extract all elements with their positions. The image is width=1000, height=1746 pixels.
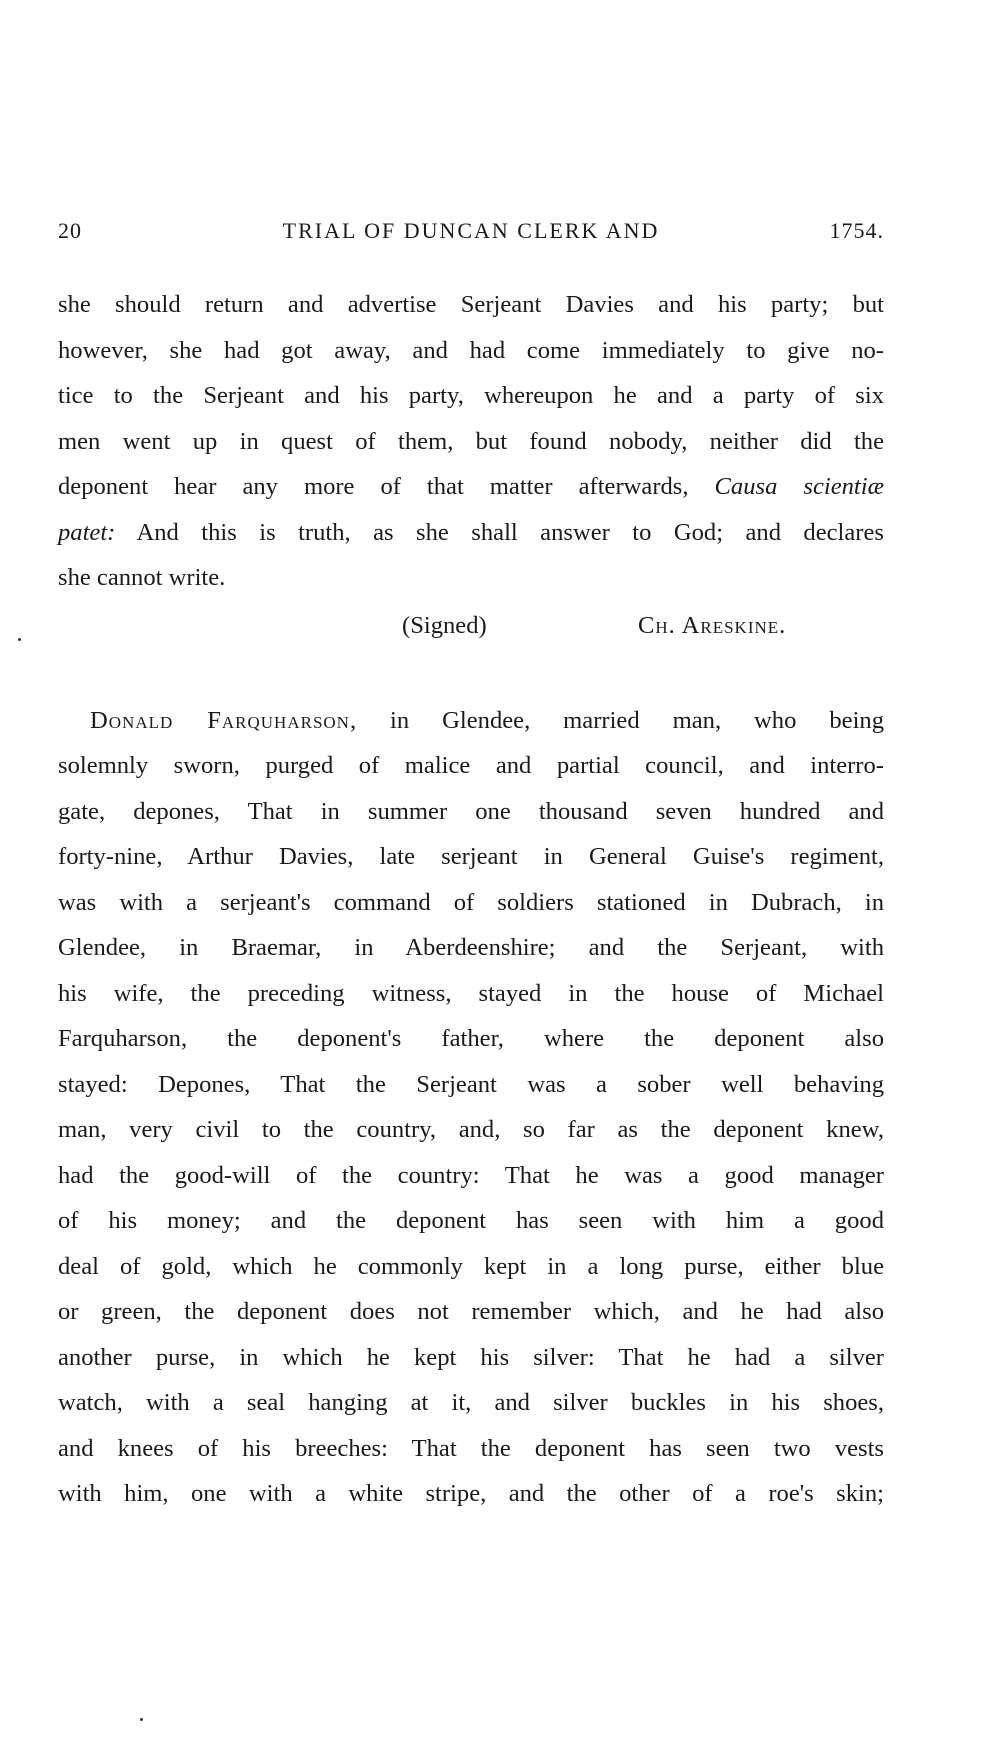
text-line: Farquharson, the deponent's father, where the deponent also — [58, 1025, 884, 1052]
text-line — [58, 510, 884, 556]
witness-name: Donald Farquharson, — [90, 706, 358, 734]
running-title: TRIAL OF DUNCAN CLERK AND — [282, 218, 660, 243]
signed-label: (Signed) — [402, 611, 487, 639]
paragraph-continued — [58, 282, 884, 601]
latin-phrase: patet: — [58, 518, 116, 546]
text-line: stayed: Depones, That the Serjeant was a sober well behaving — [58, 1070, 884, 1098]
text-line: she cannot write. — [58, 564, 226, 591]
text-line — [58, 464, 884, 510]
text-line: with him, one with a white stripe, and the other of a roe's skin; — [58, 1480, 884, 1507]
signature-block — [58, 603, 884, 648]
page-number: 20 — [58, 218, 82, 243]
text-line: another purse, in which he kept his silver: That he had a silver — [58, 1343, 884, 1371]
print-speck — [18, 638, 21, 641]
text-line: or green, the deponent does not remember which, and he had also — [58, 1298, 884, 1325]
text-line: and knees of his breeches: That the deponent has seen two vests — [58, 1434, 884, 1462]
text-line: had the good-will of the country: That he was a good manager — [58, 1161, 884, 1189]
text-segment: And this is truth, as she shall answer to God; and declares — [115, 518, 884, 546]
text-segment: in Glendee, married man, who being — [357, 706, 884, 734]
text-line: his wife, the preceding witness, stayed in the house of Michael — [58, 979, 884, 1007]
text-line: man, very civil to the country, and, so far as the deponent knew, — [58, 1116, 884, 1143]
print-speck — [140, 1718, 143, 1721]
text-line: watch, with a seal hanging at it, and silver buckles in his shoes, — [58, 1389, 884, 1416]
text-line: gate, depones, That in summer one thousand seven hundred and — [58, 797, 884, 825]
text-line — [58, 698, 884, 744]
text-line: of his money; and the deponent has seen with him a good — [58, 1207, 884, 1234]
text-line: men went up in quest of them, but found nobody, neither did the — [58, 427, 884, 455]
text-line: was with a serjeant's command of soldiers stationed in Dubrach, in — [58, 888, 884, 916]
text-line: solemnly sworn, purged of malice and partial council, and interro- — [58, 752, 884, 779]
running-head — [58, 218, 884, 248]
text-line: tice to the Serjeant and his party, whereupon he and a party of six — [58, 382, 884, 409]
text-line: however, she had got away, and had come immediately to give no- — [58, 336, 884, 364]
paragraph-deposition — [58, 698, 884, 1517]
text-segment: deponent hear any more of that matter afterwards, — [58, 473, 689, 500]
body-text — [58, 282, 884, 1517]
text-line: forty-nine, Arthur Davies, late serjeant in General Guise's regiment, — [58, 843, 884, 870]
latin-phrase: Causa scientiæ — [714, 473, 884, 500]
text-line: deal of gold, which he commonly kept in a long purse, either blue — [58, 1252, 884, 1280]
text-line: she should return and advertise Serjeant Davies and his party; but — [58, 291, 884, 318]
running-year: 1754. — [829, 218, 884, 243]
text-line: Glendee, in Braemar, in Aberdeenshire; and the Serjeant, with — [58, 934, 884, 961]
signatory-name: Ch. Areskine. — [638, 611, 787, 639]
